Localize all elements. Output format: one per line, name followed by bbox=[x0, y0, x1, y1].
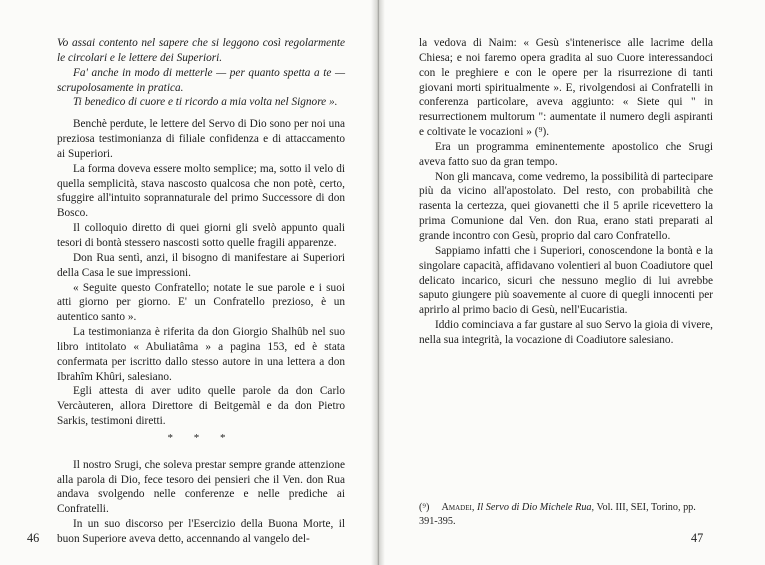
left-page bbox=[0, 0, 380, 565]
footnote-author: Amadei, bbox=[441, 502, 475, 513]
section-separator: * * * bbox=[167, 431, 235, 444]
paragraph: Iddio cominciava a far gustare al suo Servo la gioia di vivere, nella sua integrità, la vocazione di Coadiutore salesiano. bbox=[419, 319, 713, 346]
footnote-details: Vol. III, SEI, Torino, pp. 391-395. bbox=[419, 502, 696, 527]
left-page-text bbox=[57, 36, 345, 547]
paragraph: Benchè perdute, le lettere del Servo di Dio sono per noi una preziosa testimonianza di filiale confidenza e di attaccamento ai Superiori. bbox=[57, 118, 345, 160]
letter-quote-line: Ti benedico di cuore e ti ricordo a mia volta nel Signore ». bbox=[73, 96, 338, 109]
book-gutter bbox=[371, 0, 385, 565]
letter-quote-line: Vo assai contento nel sapere che si leggono così regolarmente le circolari e le lettere dei Superiori. bbox=[57, 37, 345, 64]
paragraph: « Seguite questo Confratello; notate le sue parole e i suoi atti giorno per giorno. E' un Confratello prezioso, è un autentico santo ». bbox=[57, 281, 345, 324]
letter-quote-line: Fa' anche in modo di metterle — per quanto spetta a te — scrupolosamente in pratica. bbox=[57, 66, 345, 94]
right-page-text bbox=[419, 36, 713, 348]
footnote bbox=[419, 501, 713, 528]
paragraph: Egli attesta di aver udito quelle parole da don Carlo Vercàuteren, allora Direttore di Beitgemàl e da don Pietro Sarkis, testimoni diretti. bbox=[57, 385, 345, 428]
paragraph: In un suo discorso per l'Esercizio della Buona Morte, il buon Superiore aveva detto, accennando al vangelo del- bbox=[57, 518, 345, 545]
paragraph: Non gli mancava, come vedremo, la possibilità di partecipare più da vicino all'apostolato. Del resto, con probabilità che rasenta la certezza, quei giovanetti che il 5 aprile ricevettero la prima Comunione dal Ven. don Rua, erano stati preparati al grande incontro con Gesù, proprio dal caro Confratello. bbox=[419, 170, 713, 242]
paragraph: Era un programma eminentemente apostolico che Srugi aveva fatto suo da gran tempo. bbox=[419, 140, 713, 168]
paragraph: Il colloquio diretto di quei giorni gli svelò appunto quali tesori di bontà stessero nascosti sotto quelle fragili apparenze. bbox=[57, 222, 345, 249]
footnote-mark: (⁹) bbox=[419, 502, 430, 513]
paragraph: La forma doveva essere molto semplice; ma, sotto il velo di quella semplicità, stava nascosto qualcosa che non potè, certo, sfuggire all'intuito soprannaturale del primo Successore di don Bosco. bbox=[57, 162, 345, 220]
paragraph: la vedova di Naim: « Gesù s'intenerisce alle lacrime della Chiesa; e noi faremo opera gradita al suo Cuore interessandoci con le preghiere e con le opere per la risurrezione di tanti giovani morti spiritualmente ». E, rivolgendosi ai Confratelli in conferenza particolare, aveva aggiunto: « Siete qui " in resurrectionem multorum ": aumentate il numero degli aspiranti e coltivate le vocazioni » (⁹). bbox=[419, 37, 713, 139]
paragraph: Sappiamo infatti che i Superiori, conoscendone la bontà e la singolare capacità, affidavano volentieri al buon Coadiutore quel delicato incarico, sicuri che nessuno meglio di lui avrebbe saputo giungere più soavemente al cuore di quegli innocenti per aprirlo al primo bacio di Gesù, nell'Eucaristia. bbox=[419, 244, 713, 317]
paragraph: Don Rua sentì, anzi, il bisogno di manifestare ai Superiori della Casa le sue impressioni. bbox=[57, 251, 345, 279]
page-number: 47 bbox=[691, 531, 704, 545]
footnote-title: Il Servo di Dio Michele Rua, bbox=[476, 502, 595, 513]
page-number: 46 bbox=[27, 531, 40, 545]
paragraph: Il nostro Srugi, che soleva prestar sempre grande attenzione alla parola di Dio, fece tesoro dei pensieri che il Ven. don Rua andava svolgendo nelle conferenze e nelle prediche ai Confratelli. bbox=[57, 458, 345, 516]
paragraph: La testimonianza è riferita da don Giorgio Shalhûb nel suo libro intitolato « Abuliatâma » a pagina 153, ed è stata confermata per iscritto dallo stesso autore in una lettera a don Ibrahîm Khûri, salesiano. bbox=[57, 326, 345, 383]
right-page bbox=[385, 0, 765, 565]
